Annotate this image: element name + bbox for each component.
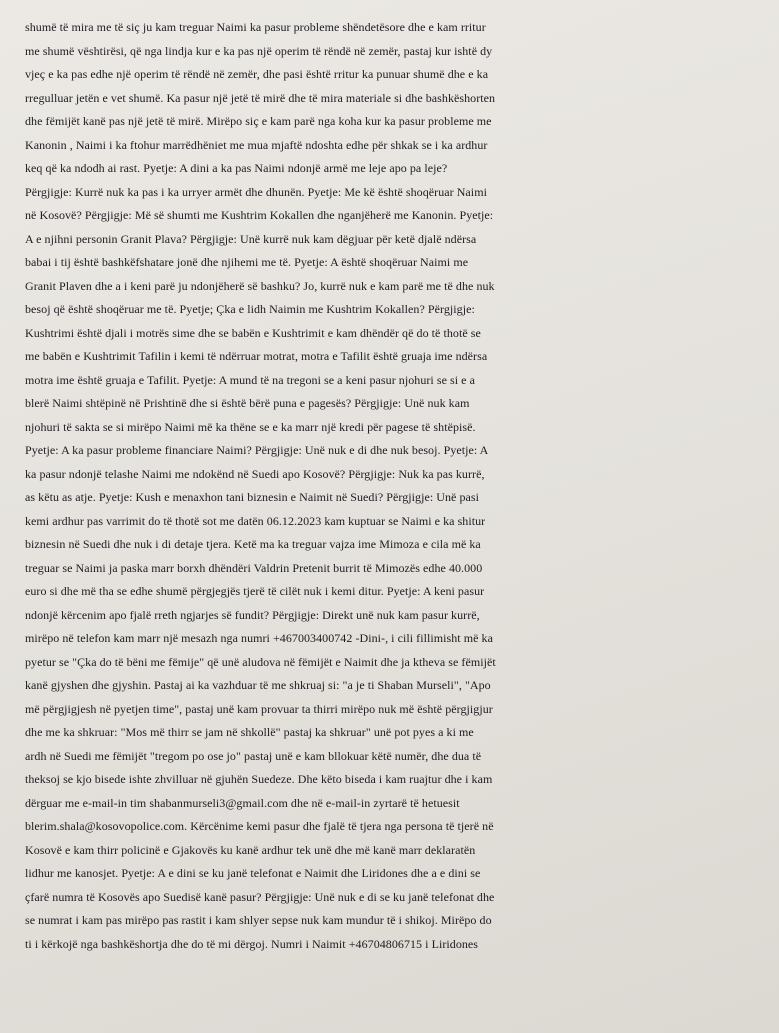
text-line: pyetur se "Çka do të bëni me fëmije" që unë aludova në fëmijët e Naimit dhe ja ktheva se fëmijët — [25, 654, 496, 669]
text-line: motra ime është gruaja e Tafilit. Pyetje: A mund të na tregoni se a keni pasur njohuri se si e a — [25, 372, 475, 387]
text-line: mirëpo në telefon kam marr një mesazh nga numri +467003400742 -Dini-, i cili fillimisht më ka — [25, 631, 493, 645]
text-line: kanë gjyshen dhe gjyshin. Pastaj ai ka vazhduar të me shkruaj si: "a je ti Shaban Murseli", "Apo — [25, 678, 491, 692]
text-line: ardh në Suedi me fëmijët "tregom po ose jo" pastaj unë e kam bllokuar këtë numër, dhe dua të — [25, 748, 482, 763]
text-line: blerim.shala@kosovopolice.com. Kërcënime kemi pasur dhe fjalë të tjera nga persona të tjerë në — [25, 819, 494, 833]
text-line: blerë Naimi shtëpinë në Prishtinë dhe si është bërë puna e pagesës? Përgjigje: Unë nuk kam — [25, 396, 470, 410]
text-line: ti i kërkojë nga bashkëshortja dhe do të mi dërgoj. Numri i Naimit +46704806715 i Liridones — [25, 936, 479, 951]
text-line: shumë të mira me të siç ju kam treguar Naimi ka pasur probleme shëndetësore dhe e kam rritur — [25, 20, 486, 34]
text-line: ka pasur ndonjë telashe Naimi me ndokënd në Suedi apo Kosovë? Përgjigje: Nuk ka pas kurrë, — [25, 466, 485, 481]
text-line: dërguar me e-mail-in tim shabanmurseli3@gmail.com dhe në e-mail-in zyrtarë të hetuesit — [25, 795, 460, 810]
text-line: theksoj se kjo bisede ishte zhvilluar në gjuhën Suedeze. Dhe këto biseda i kam ruajtur dhe i kam — [25, 772, 493, 786]
text-line: dhe fëmijët kanë pas një jetë të mirë. Mirëpo siç e kam parë nga koha kur ka pasur probleme me — [25, 114, 492, 128]
text-line: treguar se Naimi ja paska marr borxh dhëndëri Valdrin Pretenit burrit të Mimozës edhe 40.000 — [25, 560, 483, 575]
text-line: çfarë numra të Kosovës apo Suedisë kanë pasur? Përgjigje: Unë nuk e di se ku janë telefonat dhe — [25, 889, 495, 904]
text-line: besoj që është shoqëruar me të. Pyetje; Çka e lidh Naimin me Kushtrim Kokallen? Përgjigje: — [25, 302, 475, 316]
text-line: dhe me ka shkruar: "Mos më thirr se jam në shkollë" pastaj ka shkruar" unë pot pyes a ki me — [25, 725, 474, 739]
text-line: babai i tij është bashkëfshatare jonë dhe njihemi me të. Pyetje: A është shoqëruar Naimi me — [25, 255, 469, 269]
text-line: keq që ka ndodh ai rast. Pyetje: A dini a ka pas Naimi ndonjë armë me leje apo pa leje? — [25, 161, 448, 175]
text-line: as këtu as atje. Pyetje: Kush e menaxhon tani biznesin e Naimit në Suedi? Përgjigje: Unë pasi — [25, 490, 479, 504]
text-line: me babën e Kushtrimit Tafilin i kemi të ndërruar motrat, motra e Tafilit është gruaja ime ndërsa — [25, 349, 488, 363]
text-line: Pyetje: A ka pasur probleme financiare Naimi? Përgjigje: Unë nuk e di dhe nuk besoj. Pyetje: A — [25, 443, 489, 457]
text-line: rregulluar jetën e vet shumë. Ka pasur një jetë të mirë dhe të mira materiale si dhe bashkëshorten — [25, 90, 496, 105]
text-line: Kushtrimi është djali i motrës sime dhe se babën e Kushtrimit e kam dhëndër që do të thotë se — [25, 325, 481, 340]
text-line: Përgjigje: Kurrë nuk ka pas i ka urryer armët dhe dhunën. Pyetje: Me kë është shoqëruar Naimi — [25, 184, 487, 199]
text-line: A e njihni personin Granit Plava? Përgjigje: Unë kurrë nuk kam dëgjuar për ketë djalë ndërsa — [25, 231, 477, 246]
text-line: vjeç e ka pas edhe një operim të rëndë në zemër, dhe pasi është rritur ka punuar shumë dhe e ka — [25, 67, 489, 81]
text-line: Kosovë e kam thirr policinë e Gjakovës ku kanë ardhur tek unë dhe më kanë marr deklaratën — [25, 842, 476, 857]
text-line: ndonjë kërcenim apo fjalë rreth ngjarjes së fundit? Përgjigje: Direkt unë nuk kam pasur kurrë, — [25, 607, 480, 622]
text-line: Granit Plaven dhe a i keni parë ju ndonjëherë së bashku? Jo, kurrë nuk e kam parë me të dhe nuk — [25, 278, 495, 293]
text-line: njohuri të sakta se si mirëpo Naimi më ka thëne se e ka marr një kredi për pagese të shtëpisë. — [25, 419, 476, 434]
text-line: kemi ardhur pas varrimit do të thotë sot me datën 06.12.2023 kam kuptuar se Naimi e ka shitur — [25, 513, 486, 528]
text-line: se numrat i kam pas mirëpo pas rastit i kam shlyer sepse nuk kam mundur të i shikoj. Mirëpo do — [25, 913, 492, 927]
text-line: në Kosovë? Përgjigje: Më së shumti me Kushtrim Kokallen dhe nganjëherë me Kanonin. Pyetje: — [25, 208, 494, 222]
text-line: euro si dhe më tha se edhe shumë përgjegjës tjerë të cilët nuk i kemi ditur. Pyetje: A keni pasur — [25, 584, 485, 598]
text-line: Kanonin , Naimi i ka ftohur marrëdhëniet me mua mjaftë ndoshta edhe për shkak se i ka ardhur — [25, 137, 488, 152]
text-line: biznesin në Suedi dhe nuk i di detaje tjera. Ketë ma ka treguar vajza ime Mimoza e cila më ka — [25, 537, 481, 551]
text-line: me shumë vështirësi, që nga lindja kur e ka pas një operim të rëndë në zemër, pastaj kur ishtë dy — [25, 43, 493, 58]
text-line: lidhur me kanosjet. Pyetje: A e dini se ku janë telefonat e Naimit dhe Liridones dhe a e dini se — [25, 866, 481, 880]
text-line: më përgjigjesh në pyetjen time", pastaj unë kam provuar ta thirri mirëpo nuk më është përgjigjur — [25, 701, 493, 716]
